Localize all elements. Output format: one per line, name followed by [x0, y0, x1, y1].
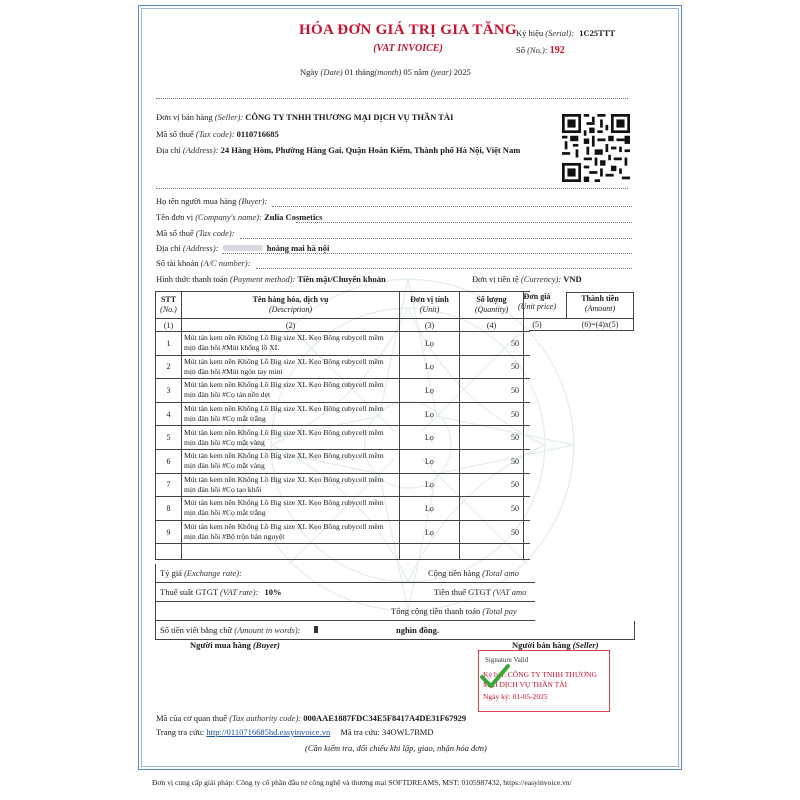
- table-row: [156, 402, 530, 426]
- header-stt: STT (No.): [156, 292, 182, 319]
- year-label: năm: [414, 67, 429, 77]
- signature-valid-label: Signature Valid: [485, 656, 529, 664]
- serial-value: 1C25TTT: [579, 28, 616, 38]
- seller-tax-label: Mã số thuế: [156, 129, 194, 139]
- buyer-account-label-en: (A/C number):: [200, 258, 251, 268]
- buyer-company-label: Tên đơn vị: [156, 212, 194, 222]
- date-day: 01: [344, 67, 354, 77]
- row-unit: Lọ: [400, 332, 460, 356]
- date-label-en: (Date): [320, 67, 343, 77]
- seller-tax-line: [156, 129, 279, 139]
- seller-signature-label: Người bán hàng (Seller): [512, 640, 599, 650]
- seller-name: CÔNG TY TNHH THƯƠNG MẠI DỊCH VỤ THẦN TÀI: [245, 112, 454, 122]
- amount-words-suffix: nghìn đồng.: [396, 625, 439, 635]
- buyer-tax-line: [156, 228, 235, 238]
- month-label-en: (month): [374, 67, 402, 77]
- payment-line: [156, 274, 386, 284]
- tax-authority-line: Mã của cơ quan thuế (Tax authority code): 000AAE1887FDC34E5F8417A4DE31F67929: [156, 713, 467, 723]
- buyer-account-underline: [256, 268, 632, 269]
- month-label: tháng: [355, 67, 375, 77]
- table-row: [156, 355, 530, 379]
- seller-address: 24 Hàng Hòm, Phường Hàng Gai, Quận Hoàn Kiếm, Thành phố Hà Nội, Việt Nam: [220, 145, 521, 155]
- row-spacer: [524, 426, 530, 450]
- buyer-signature-label: Người mua hàng (Buyer): [190, 640, 280, 650]
- amount-words-redacted: [314, 625, 318, 635]
- row-description: Mút tán kem nền Khổng Lồ Big size XL Kẹo Bông rubycell mềm mịn đàn hồi #Mút khổng lồ XL: [182, 332, 400, 356]
- payment-method: Tiền mặt/Chuyển khoản: [297, 274, 386, 284]
- index-cell: (1): [156, 319, 182, 332]
- row-unit: Lọ: [400, 355, 460, 379]
- tax-authority-code: 000AAE1887FDC34E5F8417A4DE31F67929: [303, 713, 467, 723]
- seller-name-line: [156, 112, 453, 122]
- grand-total-row: [155, 602, 535, 621]
- row-stt: 2: [156, 355, 182, 379]
- header-unit: Đơn vị tính (Unit): [400, 292, 460, 319]
- signed-date: Ngày ký: 01-05-2025: [483, 692, 548, 701]
- invoice-title: HÓA ĐƠN GIÁ TRỊ GIA TĂNG: [299, 22, 517, 38]
- row-stt: 1: [156, 332, 182, 356]
- buyer-name-line: [156, 196, 267, 206]
- signed-by: Ký bởi: CÔNG TY TNHH THƯƠNG MẠI DỊCH VỤ THẦN TÀI: [483, 670, 597, 689]
- header-description: Tên hàng hóa, dịch vụ (Description): [182, 292, 400, 319]
- header-unit-price: Đơn giá (Unit price): [518, 292, 556, 311]
- row-quantity: 50: [460, 520, 524, 544]
- buyer-address-line: [156, 243, 329, 253]
- row-unit: Lọ: [400, 402, 460, 426]
- empty-cell: [156, 544, 182, 560]
- buyer-address: hoàng mai hà nội: [266, 243, 330, 253]
- row-quantity: 50: [460, 426, 524, 450]
- footer-note: (Cần kiểm tra, đối chiếu khi lập, giao, nhận hóa đơn): [305, 743, 487, 753]
- empty-cell: [524, 544, 530, 560]
- row-stt: 4: [156, 402, 182, 426]
- number-line: [516, 45, 565, 56]
- header-amount: Thành tiền (Amount): [566, 292, 634, 319]
- redacted-block: [223, 245, 263, 251]
- buyer-company-label-en: (Company's name):: [195, 212, 262, 222]
- row-unit: Lọ: [400, 379, 460, 403]
- provider-line: Đơn vị cung cấp giải pháp: Công ty cổ phần đầu tư công nghệ và thương mại SOFTDREAMS, MST: 0105987432, https://easyinvoice.vn/: [152, 778, 572, 787]
- row-spacer: [524, 402, 530, 426]
- index-cell: (5): [532, 320, 542, 329]
- row-unit: Lọ: [400, 473, 460, 497]
- serial-label: Ký hiệu: [516, 28, 544, 38]
- table-row-empty: [156, 544, 530, 560]
- empty-cell: [400, 544, 460, 560]
- table-header-row: [156, 292, 530, 319]
- vat-rate-label: Thuế suất GTGT (VAT rate): 10%: [160, 587, 282, 597]
- row-spacer: [524, 497, 530, 521]
- lookup-code: 34OWL7BMD: [382, 727, 434, 737]
- lookup-link[interactable]: http://0110716685hd.easyinvoice.vn: [206, 727, 331, 737]
- table-row: [156, 473, 530, 497]
- row-quantity: 50: [460, 449, 524, 473]
- seller-name-label: Đơn vị bán hàng: [156, 112, 213, 122]
- row-description: Mút tán kem nền Khổng Lồ Big size XL Kẹo Bông rubycell mềm mịn đàn hồi #Cọ mắt vàng: [182, 449, 400, 473]
- year-label-en: (year): [430, 67, 452, 77]
- number-label: Số: [516, 45, 525, 55]
- currency-value: VND: [563, 274, 582, 284]
- row-unit: Lọ: [400, 449, 460, 473]
- buyer-name-label-en: (Buyer):: [238, 196, 268, 206]
- row-quantity: 50: [460, 332, 524, 356]
- row-spacer: [524, 449, 530, 473]
- row-description: Mút tán kem nền Khổng Lồ Big size XL Kẹo Bông rubycell mềm mịn đàn hồi #Cọ mắt trắng: [182, 402, 400, 426]
- invoice-title-block: [258, 22, 558, 54]
- vat-row: [155, 583, 535, 602]
- row-stt: 7: [156, 473, 182, 497]
- row-description: Mút tán kem nền Khổng Lồ Big size XL Kẹo Bông rubycell mềm mịn đàn hồi #Bộ trộn bán nguyệt: [182, 520, 400, 544]
- items-table: [155, 291, 530, 560]
- currency-line: [472, 274, 582, 284]
- row-stt: 3: [156, 379, 182, 403]
- row-description: Mút tán kem nền Khổng Lồ Big size XL Kẹo Bông rubycell mềm mịn đàn hồi #Cọ tạo khối: [182, 473, 400, 497]
- seller-tax-label-en: (Tax code):: [195, 129, 235, 139]
- number-label-en: (No.):: [527, 45, 548, 55]
- seller-address-label: Địa chỉ: [156, 145, 181, 155]
- currency-label: Đơn vị tiền tệ: [472, 274, 519, 284]
- row-description: Mút tán kem nền Khổng Lồ Big size XL Kẹo Bông rubycell mềm mịn đàn hồi #Cọ tán nền dẹt: [182, 379, 400, 403]
- buyer-account-label: Số tài khoản: [156, 258, 199, 268]
- subtotal-label: Cộng tiền hàng (Total amo: [428, 568, 519, 578]
- row-spacer: [524, 473, 530, 497]
- empty-cell: [460, 544, 524, 560]
- payment-label-en: (Payment method):: [230, 274, 296, 284]
- buyer-name-label: Họ tên người mua hàng: [156, 196, 237, 206]
- vat-amount-label: Tiền thuế GTGT (VAT amo: [434, 587, 527, 597]
- serial-label-en: (Serial):: [545, 28, 575, 38]
- index-cell: (6)=(4)x(5): [581, 320, 619, 329]
- seller-tax-code: 0110716685: [236, 129, 279, 139]
- seller-address-line: [156, 145, 520, 155]
- buyer-address-underline: [222, 253, 632, 254]
- row-description: Mút tán kem nền Khổng Lồ Big size XL Kẹo Bông rubycell mềm mịn đàn hồi #Mút ngón tay mini: [182, 355, 400, 379]
- invoice-date: [300, 67, 471, 77]
- date-label: Ngày: [300, 67, 319, 77]
- row-quantity: 50: [460, 473, 524, 497]
- amount-words-label: Số tiền viết bằng chữ (Amount in words):: [160, 625, 301, 635]
- row-description: Mút tán kem nền Khổng Lồ Big size XL Kẹo Bông rubycell mềm mịn đàn hồi #Cọ mắt vàng: [182, 426, 400, 450]
- buyer-company-line: [156, 212, 322, 222]
- row-unit: Lọ: [400, 520, 460, 544]
- table-row: [156, 426, 530, 450]
- date-month: 05: [403, 67, 412, 77]
- index-cell: (4): [460, 319, 524, 332]
- exchange-total-row: [155, 564, 535, 583]
- seller-divider: [156, 188, 628, 189]
- lookup-line: Trang tra cứu: http://0110716685hd.easyinvoice.vn Mã tra cứu: 34OWL7BMD: [156, 727, 434, 737]
- index-cell: (3): [400, 319, 460, 332]
- payment-label: Hình thức thanh toán: [156, 274, 228, 284]
- row-quantity: 50: [460, 402, 524, 426]
- row-quantity: 50: [460, 379, 524, 403]
- row-unit: Lọ: [400, 426, 460, 450]
- buyer-tax-label-en: (Tax code):: [195, 228, 235, 238]
- seller-address-label-en: (Address):: [182, 145, 219, 155]
- row-stt: 6: [156, 449, 182, 473]
- row-stt: 9: [156, 520, 182, 544]
- buyer-account-line: [156, 258, 250, 268]
- buyer-tax-underline: [240, 238, 632, 239]
- seller-name-label-en: (Seller):: [214, 112, 244, 122]
- header-quantity: Số lượng (Quantity): [460, 292, 524, 319]
- index-row: [156, 319, 530, 332]
- table-row: [156, 497, 530, 521]
- row-stt: 5: [156, 426, 182, 450]
- row-spacer: [524, 520, 530, 544]
- date-year: 2025: [453, 67, 471, 77]
- row-unit: Lọ: [400, 497, 460, 521]
- grand-total-label: Tổng cộng tiền thanh toán (Total pay: [391, 606, 517, 616]
- index-cell: (2): [182, 319, 400, 332]
- row-spacer: [524, 379, 530, 403]
- invoice-number: 192: [549, 45, 565, 56]
- checkmark-icon: [480, 663, 510, 689]
- row-quantity: 50: [460, 355, 524, 379]
- row-spacer: [524, 355, 530, 379]
- header-divider: [156, 98, 628, 99]
- empty-cell: [182, 544, 400, 560]
- exchange-rate-label: Tỷ giá (Exchange rate):: [160, 568, 242, 578]
- table-row: [156, 520, 530, 544]
- row-quantity: 50: [460, 497, 524, 521]
- buyer-name-underline: [272, 206, 632, 207]
- buyer-company-underline: [296, 222, 632, 223]
- serial-line: [516, 28, 615, 38]
- row-description: Mút tán kem nền Khổng Lồ Big size XL Kẹo Bông rubycell mềm mịn đàn hồi #Cọ mắt trắng: [182, 497, 400, 521]
- buyer-address-label: Địa chỉ: [156, 243, 181, 253]
- buyer-address-label-en: (Address):: [182, 243, 219, 253]
- invoice-subtitle: (VAT INVOICE): [373, 43, 443, 54]
- table-row: [156, 332, 530, 356]
- table-row: [156, 379, 530, 403]
- row-stt: 8: [156, 497, 182, 521]
- qr-code: [562, 114, 630, 182]
- row-spacer: [524, 332, 530, 356]
- table-row: [156, 449, 530, 473]
- currency-label-en: (Currency):: [520, 274, 562, 284]
- buyer-tax-label: Mã số thuế: [156, 228, 194, 238]
- buyer-company: Zulia Cosmetics: [264, 212, 323, 222]
- amount-words-row: [155, 621, 635, 640]
